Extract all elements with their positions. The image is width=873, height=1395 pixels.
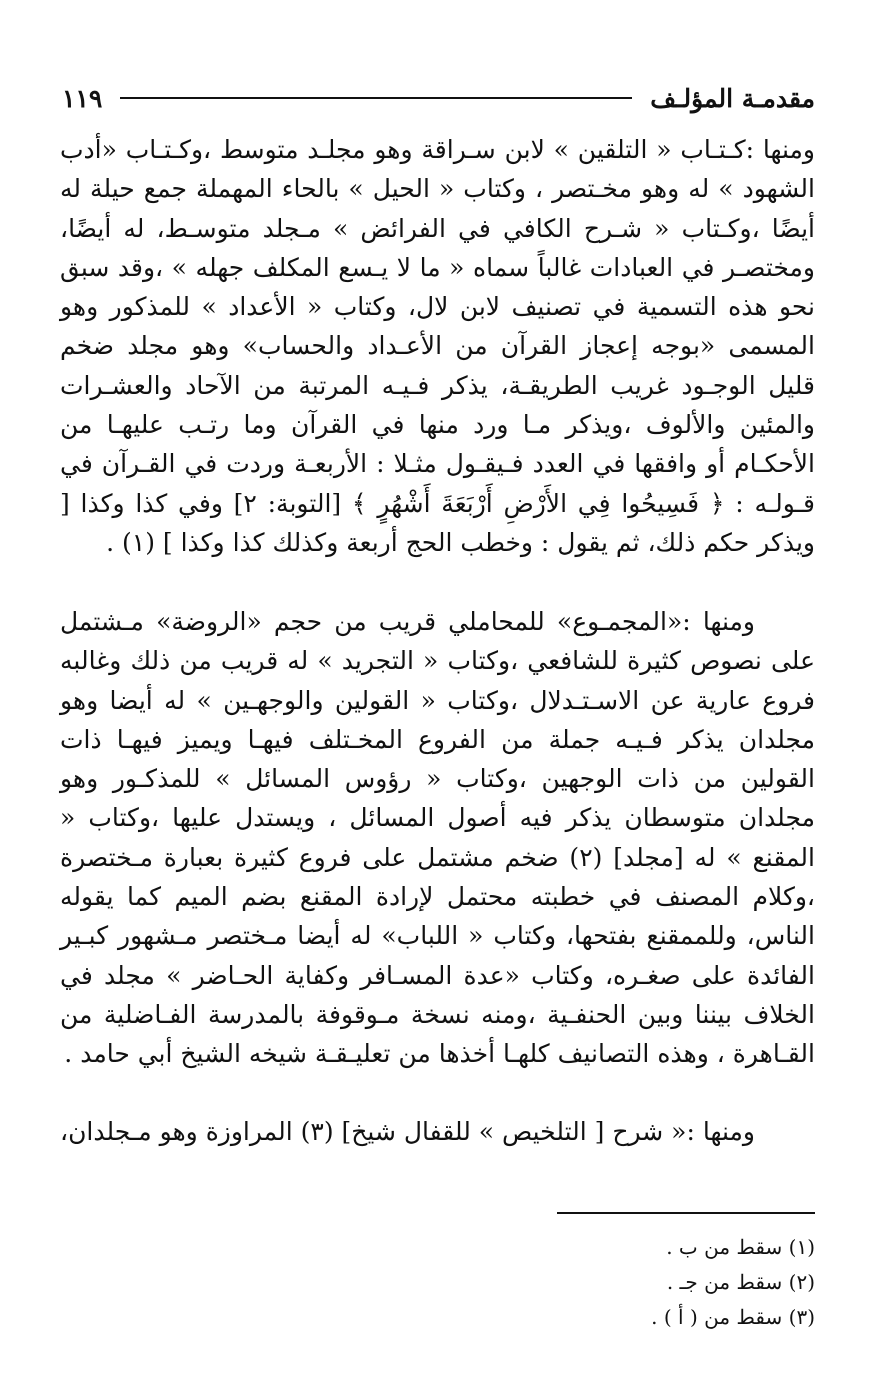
- footnote-2: (٢) سقط من جـ .: [666, 1270, 815, 1294]
- chapter-title: مقدمـة المؤلـف: [650, 83, 815, 113]
- footnote-3: (٣) سقط من ( أ ) .: [651, 1305, 815, 1329]
- paragraph-2: ومنها :«المجمـوع» للمحاملي قريب من حجم «الروضة» مـشتمل على نصوص كثيرة للشافعي ،وكتاب « التجريد » له قريب من ذلك وغالبه فروع عارية عن الاسـتـدلال ،وكتاب « القولين والوجهـين » له أيضا وهو مجلدان يذكر فـيـه جملة من الفروع المخـتلف فيهـا ويميز فيهـا ذات القولين من ذات الوجهين ،وكتاب « رؤوس المسائل » للمذكـور وهو مجلدان متوسطان يذكر فيه أصول المسائل ، ويستدل عليها ،وكتاب « المقنع » له [مجلد] (٢) ضخم مشتمل على فروع كثيرة بعبارة مـختصرة ،وكلام المصنف في خطبته محتمل لإرادة المقنع بضم الميم كما يقوله الناس، وللممقنع بفتحها، وكتاب « اللباب» له أيضا مـختصر مـشهور كبـير الفائدة على صغـره، وكتاب «عدة المسـافر وكفاية الحـاضر » مجلد في الخلاف بيننا وبين الحنفـية ،ومنه نسخة مـوقوفة بالمدرسة الفـاضلية من القـاهرة ، وهذه التصانيف كلهـا أخذها من تعليـقـة شيخه الشيخ أبي حامد .: [60, 607, 815, 1069]
- header-rule: [120, 97, 632, 99]
- footnote-1: (١) سقط من ب .: [666, 1235, 815, 1259]
- footnote-separator: [557, 1212, 815, 1214]
- running-header: [62, 80, 815, 116]
- page-number: ١١٩: [62, 83, 103, 113]
- paragraph-1: ومنها :كـتـاب « التلقين » لابن سـراقة وهو مجلـد متوسط ،وكـتـاب «أدب الشهود » له وهو مخـتصر ، وكتاب « الحيل » بالحاء المهملة جمع حيلة له أيضًا ،وكـتاب « شـرح الكافي في الفرائض » مـجلد متوسـط، له أيضًا، ومختصـر في العبادات غالباً سماه « ما لا يـسع المكلف جهله » ،وقد سبق نحو هذه التسمية في تصنيف لابن لال، وكتاب « الأعداد » للمذكور وهو المسمى «بوجه إعجاز القرآن من الأعـداد والحساب» وهو مجلد ضخم قليل الوجـود غريب الطريقـة، يذكر فـيـه المرتبة من الآحاد والعشـرات والمئين والألوف ،ويذكر مـا ورد منها في القرآن وما رتـب عليهـا من الأحكـام أو وافقها في العدد فـيقـول مثـلا : الأربعـة وردت في القـرآن في قـولـه : ﴿ فَسِيحُوا فِي الأَرْضِ أَرْبَعَةَ أَشْهُرٍ ﴾ [التوبة: ٢] وفي كذا وكذا [ ويذكر حكم ذلك، ثم يقول : وخطب الحج أربعة وكذلك كذا وكذا ] (١) .: [60, 135, 815, 557]
- footnotes: [395, 1230, 815, 1335]
- paragraph-3: ومنها :« شرح [ التلخيص » للقفال شيخ] (٣) المراوزة وهو مـجلدان،: [60, 1117, 755, 1146]
- main-text: [60, 130, 815, 1152]
